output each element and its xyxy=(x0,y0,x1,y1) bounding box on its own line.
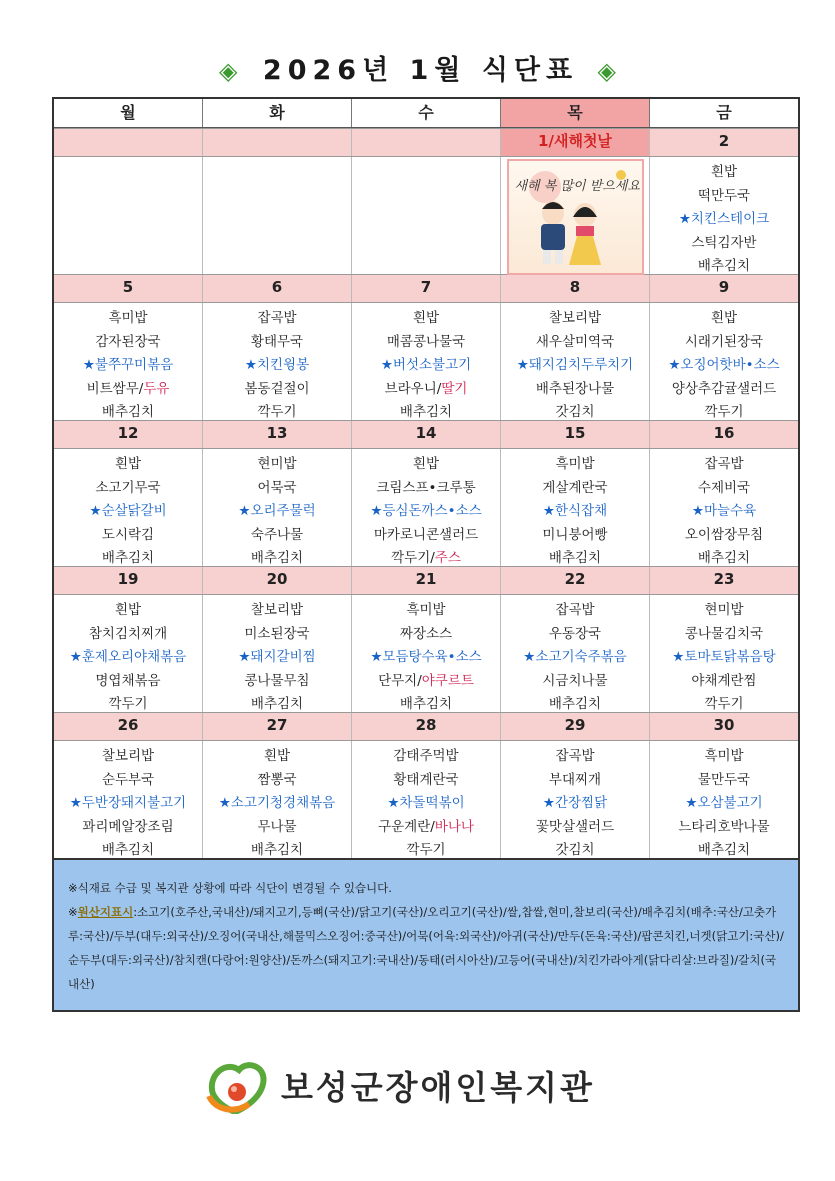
weekday-header: 수 xyxy=(352,99,501,127)
meal-cell xyxy=(352,449,501,566)
menu-item xyxy=(352,816,500,840)
menu-item xyxy=(352,599,500,623)
menu-item-text: 짬뽕국 xyxy=(257,771,297,788)
menu-item-text: ★토마토닭볶음탕 xyxy=(672,649,776,665)
menu-item xyxy=(352,769,500,793)
main-dish-item xyxy=(203,792,351,816)
menu-item-text: 배추김치 xyxy=(101,842,155,858)
menu-item xyxy=(352,477,500,501)
menu-item xyxy=(501,378,649,402)
menu-item-text: 깍두기/ xyxy=(391,550,435,566)
meal-cell xyxy=(501,449,650,566)
menu-item xyxy=(203,599,351,623)
meal-cell xyxy=(501,595,650,712)
menu-item-text: 콩나물김치국 xyxy=(684,625,764,642)
date-cell: 16 xyxy=(713,424,735,442)
menu-item-text: 감태주먹밥 xyxy=(393,748,459,764)
meal-cell xyxy=(203,449,352,566)
menu-item xyxy=(203,623,351,647)
menu-item xyxy=(650,524,798,548)
menu-item-text: 우동장국 xyxy=(548,625,602,642)
menu-item xyxy=(650,331,798,355)
menu-item-text: 깍두기 xyxy=(406,842,446,858)
menu-item-text: 흑미밥 xyxy=(406,602,446,618)
main-dish-item xyxy=(54,792,202,816)
menu-item xyxy=(54,745,202,769)
menu-item-text: 시래기된장국 xyxy=(684,333,764,350)
menu-item xyxy=(203,816,351,840)
week-block xyxy=(54,712,798,858)
date-cell: 9 xyxy=(718,278,730,296)
date-cell: 29 xyxy=(501,713,650,740)
menu-item xyxy=(501,670,649,694)
menu-item-text: 소고기무국 xyxy=(95,479,161,496)
menu-item-text: 느타리호박나물 xyxy=(678,818,770,835)
main-dish-item xyxy=(650,354,798,378)
menu-item-text: ★오리주물럭 xyxy=(238,503,316,519)
menu-item xyxy=(352,524,500,548)
menu-item xyxy=(352,839,500,863)
menu-item-text: 황태계란국 xyxy=(393,771,459,788)
menu-item xyxy=(501,769,649,793)
menu-item-text: 꽃맛살샐러드 xyxy=(535,818,615,835)
menu-item xyxy=(650,816,798,840)
menu-item xyxy=(650,769,798,793)
main-dish-item xyxy=(501,792,649,816)
menu-item xyxy=(352,623,500,647)
date-cell: 5 xyxy=(54,275,203,302)
diamond-right-icon: ◈ xyxy=(597,57,616,85)
menu-item-text: 어묵국 xyxy=(257,479,297,496)
weekday-header: 화 xyxy=(203,99,352,127)
weekday-header-row xyxy=(54,99,798,128)
date-cell: 2 xyxy=(718,132,730,150)
dessert-item-text: 딸기 xyxy=(441,380,468,397)
menu-item xyxy=(650,453,798,477)
menu-item xyxy=(352,331,500,355)
menu-item-text: 흰밥 xyxy=(412,456,440,472)
menu-item-text: ★차돌떡볶이 xyxy=(387,795,465,811)
menu-item xyxy=(54,331,202,355)
menu-item-text: 숙주나물 xyxy=(250,526,304,543)
date-cell: 13 xyxy=(203,421,352,448)
menu-item-text: 배추김치 xyxy=(697,550,751,566)
page-title xyxy=(0,48,835,87)
welfare-center-logo-icon xyxy=(205,1056,271,1114)
menu-item-text: 배추김치 xyxy=(101,550,155,566)
meal-cell xyxy=(352,595,501,712)
menu-item xyxy=(352,378,500,402)
menu-item xyxy=(650,623,798,647)
meal-cell xyxy=(650,157,798,274)
weekday-header: 월 xyxy=(54,99,203,127)
meal-cell xyxy=(352,157,501,274)
meal-cell xyxy=(501,303,650,420)
menu-item-text: 무나물 xyxy=(257,818,297,835)
menu-item-text: 흑미밥 xyxy=(108,310,148,326)
notice-change-text: ※식재료 수급 및 복지관 상황에 따라 식단이 변경될 수 있습니다. xyxy=(68,881,392,895)
menu-item xyxy=(54,769,202,793)
menu-item-text: 흑미밥 xyxy=(704,748,744,764)
meal-row xyxy=(54,595,798,712)
menu-item-text: 흰밥 xyxy=(710,164,738,180)
meal-cell xyxy=(54,449,203,566)
date-cell: 6 xyxy=(203,275,352,302)
dessert-item-text: 두유 xyxy=(143,380,170,397)
dessert-item-text: 바나나 xyxy=(434,818,474,835)
menu-item xyxy=(501,623,649,647)
menu-item-text: 미니붕어빵 xyxy=(542,526,608,543)
meal-cell xyxy=(352,303,501,420)
new-year-greeting-image xyxy=(507,159,644,275)
main-dish-item xyxy=(501,646,649,670)
menu-item-text: 감자된장국 xyxy=(95,333,161,350)
main-dish-item xyxy=(650,500,798,524)
date-cell: 1/새해첫날 xyxy=(501,129,650,156)
menu-item xyxy=(650,378,798,402)
footer xyxy=(205,1055,595,1115)
main-dish-item xyxy=(54,646,202,670)
menu-item xyxy=(650,161,798,185)
main-dish-item xyxy=(203,646,351,670)
origin-prefix: ※ xyxy=(68,905,78,919)
menu-item-text: 야채계란찜 xyxy=(691,672,757,689)
menu-item xyxy=(501,599,649,623)
menu-item-text: 현미밥 xyxy=(704,602,744,618)
date-cell: 12 xyxy=(54,421,203,448)
main-dish-item xyxy=(203,354,351,378)
date-cell: 21 xyxy=(352,567,501,594)
menu-item-text: 깍두기 xyxy=(108,696,148,712)
menu-item-text: ★소고기청경채볶음 xyxy=(218,795,336,811)
meal-row xyxy=(54,157,798,274)
meal-cell xyxy=(203,595,352,712)
menu-item-text: 배추된장나물 xyxy=(535,380,615,397)
date-cell: 26 xyxy=(54,713,203,740)
menu-item-text: 도시락김 xyxy=(101,526,155,543)
weekday-header: 금 xyxy=(716,103,732,122)
main-dish-item xyxy=(352,500,500,524)
menu-item-text: 배추김치 xyxy=(697,842,751,858)
menu-item-text: 깍두기 xyxy=(704,696,744,712)
menu-item xyxy=(54,670,202,694)
menu-item-text: ★마늘수육 xyxy=(691,503,757,519)
meal-cell xyxy=(501,741,650,858)
menu-item-text: ★모듬탕수육•소스 xyxy=(370,649,482,665)
menu-item-text: 새우살미역국 xyxy=(535,333,615,350)
meal-row xyxy=(54,741,798,858)
menu-item xyxy=(203,769,351,793)
menu-item xyxy=(203,670,351,694)
menu-item xyxy=(203,839,351,863)
meal-table xyxy=(52,97,800,1012)
menu-item-text: 떡만두국 xyxy=(697,187,751,204)
menu-item xyxy=(203,307,351,331)
date-cell: 8 xyxy=(501,275,650,302)
menu-item xyxy=(352,670,500,694)
date-row xyxy=(54,128,798,157)
menu-item-text: 비트쌈무/ xyxy=(86,380,144,397)
main-dish-item xyxy=(650,646,798,670)
menu-item-text: 콩나물무침 xyxy=(244,672,310,689)
menu-item xyxy=(650,670,798,694)
menu-item xyxy=(501,331,649,355)
date-cell: 14 xyxy=(352,421,501,448)
menu-item xyxy=(650,839,798,863)
menu-item xyxy=(203,524,351,548)
menu-item-text: 찰보리밥 xyxy=(548,310,602,326)
main-dish-item xyxy=(352,792,500,816)
menu-item xyxy=(501,453,649,477)
menu-item-text: 잡곡밥 xyxy=(257,310,297,326)
menu-item-text: ★훈제오리야채볶음 xyxy=(69,649,187,665)
menu-item-text: 갓김치 xyxy=(555,842,595,858)
week-block xyxy=(54,128,798,274)
meal-cell xyxy=(203,157,352,274)
menu-item-text: ★소고기숙주볶음 xyxy=(523,649,627,665)
menu-item xyxy=(54,524,202,548)
menu-item-text: 꽈리메알장조림 xyxy=(82,818,174,835)
main-dish-item xyxy=(54,500,202,524)
page-title-text: 2026년 1월 식단표 xyxy=(262,55,579,86)
menu-item-text: 브라우니/ xyxy=(384,380,442,397)
menu-item-text: ★치킨스테이크 xyxy=(678,211,770,227)
menu-item-text: 구운계란/ xyxy=(378,818,435,835)
meal-row xyxy=(54,449,798,566)
date-cell: 19 xyxy=(54,567,203,594)
meal-cell xyxy=(650,449,798,566)
meal-cell xyxy=(650,595,798,712)
menu-item-text: 부대찌개 xyxy=(548,771,602,788)
menu-item-text: 배추김치 xyxy=(399,696,453,712)
menu-item-text: 크림스프•크루통 xyxy=(376,479,476,496)
menu-item xyxy=(501,307,649,331)
menu-item-text: 단무지/ xyxy=(378,672,422,689)
date-cell xyxy=(203,129,352,156)
menu-item-text: 스틱김자반 xyxy=(691,234,757,251)
menu-item-text: 양상추감귤샐러드 xyxy=(671,380,777,397)
menu-item-text: 배추김치 xyxy=(697,258,751,274)
menu-item-text: ★순살닭갈비 xyxy=(89,503,167,519)
menu-item-text: 배추김치 xyxy=(548,696,602,712)
menu-item xyxy=(501,477,649,501)
date-cell: 28 xyxy=(352,713,501,740)
date-cell: 7 xyxy=(352,275,501,302)
menu-item xyxy=(54,816,202,840)
menu-item-text: ★간장찜닭 xyxy=(542,795,608,811)
week-block xyxy=(54,274,798,420)
meal-cell xyxy=(203,303,352,420)
menu-item xyxy=(650,477,798,501)
menu-item-text: ★치킨윙봉 xyxy=(244,357,310,373)
menu-item xyxy=(501,524,649,548)
diamond-left-icon: ◈ xyxy=(219,57,238,85)
meal-cell xyxy=(650,741,798,858)
meal-cell xyxy=(54,157,203,274)
menu-item-text: 배추김치 xyxy=(399,404,453,420)
date-cell xyxy=(352,129,501,156)
meal-cell xyxy=(352,741,501,858)
menu-item-text: ★등심돈까스•소스 xyxy=(370,503,482,519)
date-cell: 15 xyxy=(501,421,650,448)
main-dish-item xyxy=(650,208,798,232)
main-dish-item xyxy=(203,500,351,524)
date-cell: 27 xyxy=(203,713,352,740)
meal-cell xyxy=(54,303,203,420)
menu-item xyxy=(203,378,351,402)
origin-text: :소고기(호주산,국내산)/돼지고기,등뼈(국산)/닭고기(국산)/오리고기(국산)/쌀,찹쌀,현미,찰보리(국산)/배추김치(배추:국산/고춧가루:국산)/두부(대두:외국산)/오징어(국내산,해물믹스오징어:중국산)/어묵(어육:외국산)/아귀(국산)/만두(돈육:국산)/팝콘치킨,너겟(닭고기:국산)/순두부(대두:외국산)/참치캔(다랑어:원양산)/돈까스(돼지고기:국내산)/동태(러시아산)/고등어(국내산)/치킨가라아게(닭다리살:브라질)/갈치(국내산) xyxy=(68,905,784,991)
menu-item xyxy=(352,745,500,769)
meal-cell xyxy=(501,157,650,274)
menu-item-text: 흰밥 xyxy=(412,310,440,326)
menu-item xyxy=(203,331,351,355)
menu-item xyxy=(501,816,649,840)
main-dish-item xyxy=(650,792,798,816)
menu-item-text: 황태무국 xyxy=(250,333,304,350)
menu-item-text: 깍두기 xyxy=(257,404,297,420)
week-block xyxy=(54,420,798,566)
menu-item xyxy=(203,453,351,477)
menu-item-text: 순두부국 xyxy=(101,771,155,788)
date-row xyxy=(54,712,798,741)
menu-item-text: 흰밥 xyxy=(114,602,142,618)
weeks-container xyxy=(54,128,798,858)
menu-item-text: 잡곡밥 xyxy=(555,748,595,764)
menu-item-text: 수제비국 xyxy=(697,479,751,496)
menu-item xyxy=(54,453,202,477)
origin-title: 원산지표시 xyxy=(77,905,134,919)
menu-item-text: 미소된장국 xyxy=(244,625,310,642)
menu-item-text: 봄동겉절이 xyxy=(244,380,310,397)
date-row xyxy=(54,566,798,595)
menu-item-text: 명엽채볶음 xyxy=(95,672,161,689)
menu-item-text: ★오삼불고기 xyxy=(685,795,763,811)
menu-item-text: 깍두기 xyxy=(704,404,744,420)
menu-item-text: 갓김치 xyxy=(555,404,595,420)
menu-item-text: ★한식잡채 xyxy=(542,503,608,519)
menu-item xyxy=(501,839,649,863)
menu-item xyxy=(54,599,202,623)
menu-item-text: ★두반장돼지불고기 xyxy=(69,795,187,811)
menu-item-text: 시금치나물 xyxy=(542,672,608,689)
menu-item xyxy=(54,477,202,501)
dessert-item-text: 주스 xyxy=(434,550,461,566)
menu-item-text: 배추김치 xyxy=(250,842,304,858)
date-cell: 23 xyxy=(713,570,735,588)
menu-item-text: 잡곡밥 xyxy=(704,456,744,472)
main-dish-item xyxy=(501,354,649,378)
menu-item-text: ★돼지갈비찜 xyxy=(238,649,316,665)
menu-item xyxy=(650,745,798,769)
meal-cell xyxy=(650,303,798,420)
menu-item-text: 흰밥 xyxy=(710,310,738,326)
menu-item-text: 게살계란국 xyxy=(542,479,608,496)
menu-item xyxy=(203,477,351,501)
menu-item xyxy=(352,453,500,477)
main-dish-item xyxy=(501,500,649,524)
origin-notice xyxy=(68,900,784,996)
meal-row xyxy=(54,303,798,420)
meal-cell xyxy=(54,741,203,858)
date-row xyxy=(54,420,798,449)
menu-item xyxy=(54,623,202,647)
menu-item-text: 매콤콩나물국 xyxy=(386,333,466,350)
menu-item xyxy=(203,745,351,769)
menu-item-text: ★불쭈꾸미볶음 xyxy=(82,357,174,373)
menu-item-text: ★오징어핫바•소스 xyxy=(668,357,780,373)
menu-item-text: 흑미밥 xyxy=(555,456,595,472)
menu-item xyxy=(54,839,202,863)
meal-cell xyxy=(203,741,352,858)
meal-cell xyxy=(54,595,203,712)
date-cell: 20 xyxy=(203,567,352,594)
menu-item xyxy=(650,185,798,209)
menu-item-text: 물만두국 xyxy=(697,771,751,788)
menu-item-text: 배추김치 xyxy=(250,696,304,712)
menu-item xyxy=(352,307,500,331)
menu-item-text: 흰밥 xyxy=(263,748,291,764)
menu-item-text: 흰밥 xyxy=(114,456,142,472)
menu-item-text: ★돼지김치두루치기 xyxy=(516,357,634,373)
date-cell: 22 xyxy=(501,567,650,594)
menu-item xyxy=(501,745,649,769)
main-dish-item xyxy=(54,354,202,378)
menu-item-text: 마카로니콘샐러드 xyxy=(373,526,479,543)
weekday-header: 목 xyxy=(501,99,650,127)
week-block xyxy=(54,566,798,712)
new-year-caption: 새해 복 많이 받으세요 xyxy=(514,179,640,194)
menu-item xyxy=(650,599,798,623)
menu-item xyxy=(650,307,798,331)
menu-item xyxy=(54,378,202,402)
dessert-item-text: 야쿠르트 xyxy=(421,672,474,689)
menu-item-text: 참치김치찌개 xyxy=(88,625,168,642)
date-cell: 30 xyxy=(713,716,735,734)
menu-item-text: 잡곡밥 xyxy=(555,602,595,618)
date-cell xyxy=(54,129,203,156)
menu-item-text: 배추김치 xyxy=(250,550,304,566)
main-dish-item xyxy=(352,646,500,670)
menu-item-text: 찰보리밥 xyxy=(250,602,304,618)
main-dish-item xyxy=(352,354,500,378)
menu-item-text: 찰보리밥 xyxy=(101,748,155,764)
menu-item-text: 배추김치 xyxy=(548,550,602,566)
org-name: 보성군장애인복지관 xyxy=(281,1067,595,1107)
menu-item-text: ★버섯소불고기 xyxy=(380,357,472,373)
menu-item-text: 배추김치 xyxy=(101,404,155,420)
menu-item-text: 짜장소스 xyxy=(399,625,453,642)
menu-item xyxy=(54,307,202,331)
menu-item xyxy=(650,232,798,256)
date-row xyxy=(54,274,798,303)
menu-item-text: 오이쌈장무침 xyxy=(684,526,764,543)
menu-item-text: 현미밥 xyxy=(257,456,297,472)
notice-box xyxy=(54,858,798,1010)
